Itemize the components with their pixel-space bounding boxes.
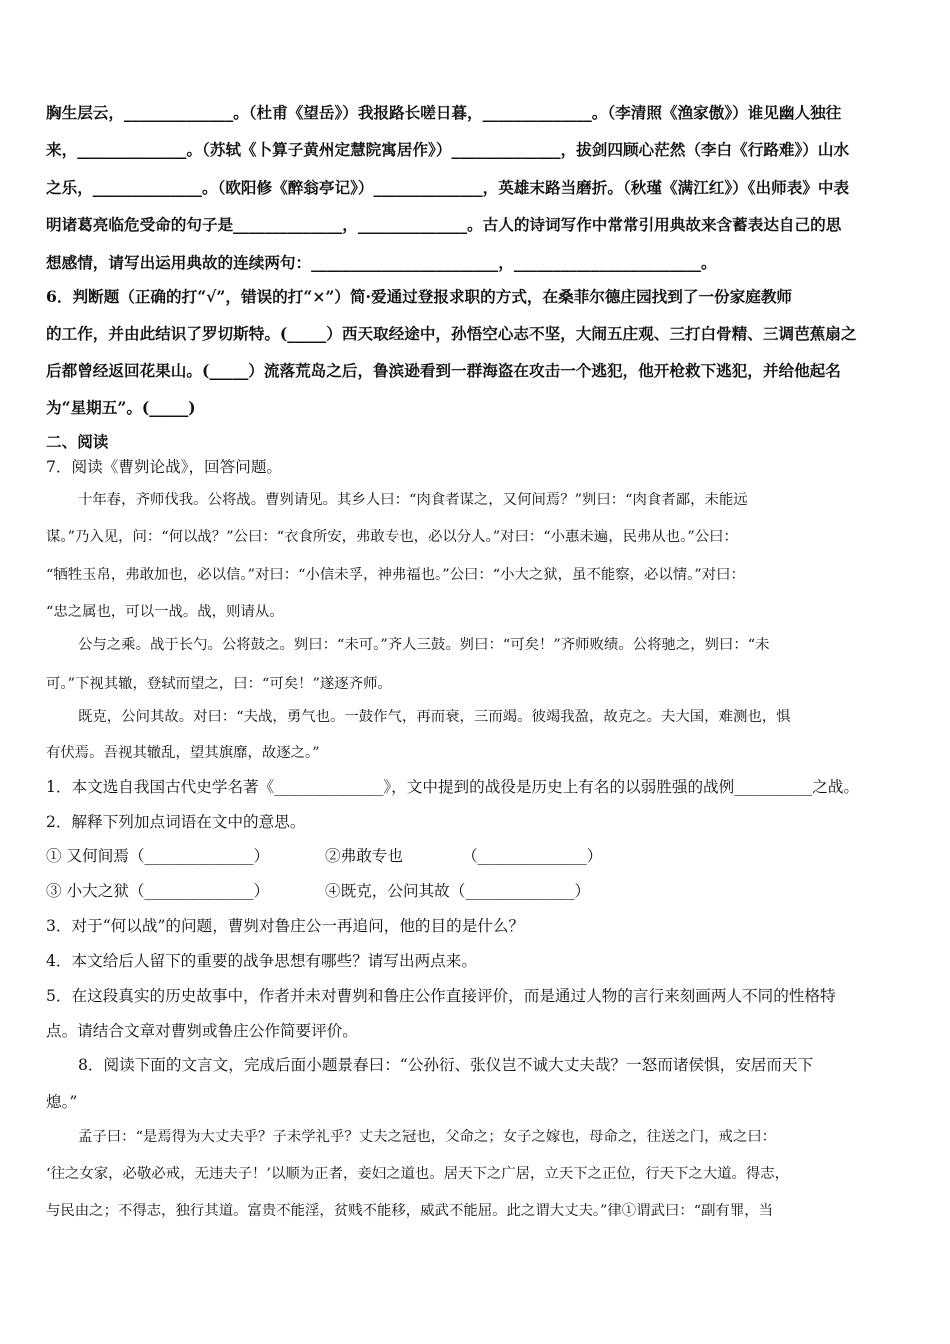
q7-word-3: ③ 小大之狱（______________） — [46, 882, 270, 900]
q6-line-1: 6．判断题（正确的打“√”，错误的打“×”）简·爱通过登报求职的方式，在桑菲尔德庄园找到了一份家庭教师 — [46, 287, 793, 306]
q7-passage-line-7: 既克，公问其故。对曰：“夫战，勇气也。一鼓作气，再而衰，三而竭。彼竭我盈，故克之。夫大国，难测也，惧 — [78, 709, 791, 725]
q6-line-4: 为“星期五”。(_____) — [46, 398, 196, 417]
q7-word-2: ②弗敢专也 — [325, 847, 403, 865]
q7-passage-line-8: 有伏焉。吾视其辙乱，望其旗靡，故逐之。” — [46, 745, 320, 761]
fill-in-line-5: 想感情，请写出运用典故的连续两句：________________________，________________________。 — [46, 253, 717, 272]
q7-passage-line-4: “忠之属也，可以一战。战，则请从。 — [46, 604, 284, 620]
q6-line-2: 的工作，并由此结识了罗切斯特。(_____）西天取经途中，孙悟空心志不坚，大闹五庄观、三打白骨精、三调芭蕉扇之 — [46, 324, 857, 343]
q8-passage-line-3: 与民由之；不得志，独行其道。富贵不能淫，贫贱不能移，威武不能屈。此之谓大丈夫。”律①谓武曰：“副有罪，当 — [46, 1203, 774, 1219]
q7-word-2-blank: （______________） — [462, 847, 603, 865]
q7-sub-5-line-1: 5．在这段真实的历史故事中，作者并未对曹刿和鲁庄公作直接评价，而是通过人物的言行来刻画两人不同的性格特 — [46, 987, 836, 1005]
q7-word-1: ① 又何间焉（______________） — [46, 847, 270, 865]
q7-word-4: ④既克，公问其故（______________） — [325, 882, 591, 900]
q7-passage-line-3: “牺牲玉帛，弗敢加也，必以信。”对曰：“小信未孚，神弗福也。”公曰：“小大之狱，虽不能察，必以情。”对曰： — [46, 567, 745, 583]
q6-line-3: 后都曾经返回花果山。(_____）流落荒岛之后，鲁滨逊看到一群海盗在攻击一个逃犯，他开枪救下逃犯，并给他起名 — [46, 361, 841, 380]
fill-in-line-4: 明诸葛亮临危受命的句子是______________，______________。古人的诗词写作中常常引用典故来含蓄表达自己的思 — [46, 215, 842, 234]
q8-line-1: 8．阅读下面的文言文，完成后面小题景春曰：“公孙衍、张仪岂不诚大丈夫哉？一怒而诸侯惧，安居而天下 — [78, 1056, 814, 1074]
fill-in-line-1: 胸生层云，______________。（杜甫《望岳》）我报路长嗟日暮，______________。（李清照《渔家傲》）谁见幽人独往 — [46, 103, 842, 122]
section-heading: 二、阅读 — [46, 432, 109, 451]
fill-in-line-3: 之乐，______________。（欧阳修《醉翁亭记》）______________，英雄末路当磨折。（秋瑾《满江红》）《出师表》中表 — [46, 178, 850, 197]
q7-sub-3: 3．对于“何以战”的问题，曹刿对鲁庄公一再追问，他的目的是什么？ — [46, 917, 525, 935]
q7-passage-line-6: 可。”下视其辙，登轼而望之，曰：“可矣！”遂逐齐师。 — [46, 676, 392, 692]
q7-sub-1: 1．本文选自我国古代史学名著《______________》，文中提到的战役是历史上有名的以弱胜强的战例__________之战。 — [46, 778, 859, 796]
q8-line-2: 熄。” — [46, 1093, 78, 1111]
q7-intro: 7．阅读《曹刿论战》，回答问题。 — [46, 458, 283, 476]
q7-sub-5-line-2: 点。请结合文章对曹刿或鲁庄公作简要评价。 — [46, 1022, 358, 1040]
q8-passage-line-2: ‘往之女家，必敬必戒，无违夫子！’以顺为正者，妾妇之道也。居天下之广居，立天下之正位，行天下之大道。得志， — [46, 1166, 790, 1182]
q7-sub-4: 4．本文给后人留下的重要的战争思想有哪些？请写出两点来。 — [46, 952, 477, 970]
q7-sub-2: 2．解释下列加点词语在文中的意思。 — [46, 813, 306, 831]
fill-in-line-2: 来，______________。（苏轼《卜算子黄州定慧院寓居作》）______________，拔剑四顾心茫然（李白《行路难》）山水 — [46, 140, 850, 159]
q7-passage-line-1: 十年春，齐师伐我。公将战。曹刿请见。其乡人曰：“肉食者谋之，又何间焉？”刿曰：“肉食者鄙，未能远 — [78, 492, 748, 508]
q7-passage-line-5: 公与之乘。战于长勺。公将鼓之。刿曰：“未可。”齐人三鼓。刿曰：“可矣！”齐师败绩。公将驰之，刿曰：“未 — [78, 637, 770, 653]
q8-passage-line-1: 孟子曰：“是焉得为大丈夫乎？子未学礼乎？丈夫之冠也，父命之；女子之嫁也，母命之，往送之门，戒之曰： — [78, 1129, 777, 1145]
q7-passage-line-2: 谋。”乃入见，问：“何以战？”公曰：“衣食所安，弗敢专也，必以分人。”对曰：“小惠未遍，民弗从也。”公曰： — [46, 529, 738, 545]
